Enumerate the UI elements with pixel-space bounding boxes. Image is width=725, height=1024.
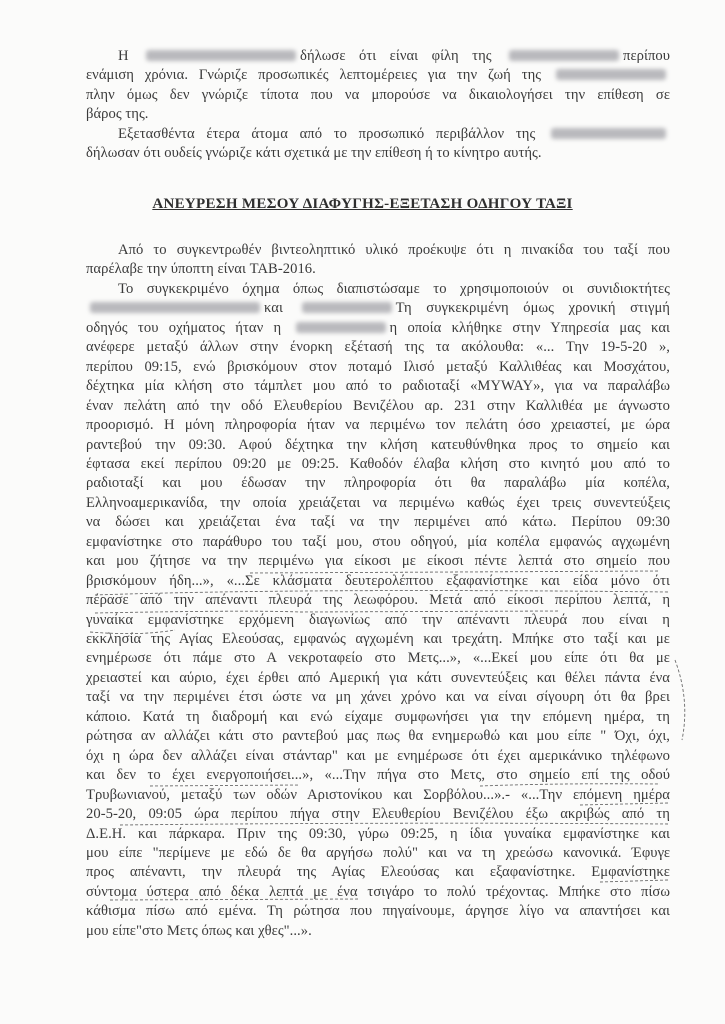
line-text: μου είπε "περίμενε με εδώ δε θα αργήσω πολύ" και να τη χρεώσω κανονικά. Έφυγε xyxy=(86,844,670,861)
line-text: Τη συγκεκριμένη όμως χρονική στιγμή xyxy=(395,300,670,317)
text-line xyxy=(86,611,670,629)
text-line xyxy=(86,902,670,920)
section-heading: ΑΝΕΥΡΕΣΗ ΜΕΣΟΥ ΔΙΑΦΥΓΗΣ-ΕΞΕΤΑΣΗ ΟΔΗΓΟΥ ΤΑΞΙ xyxy=(152,196,573,212)
text-line xyxy=(86,708,670,726)
text-line xyxy=(86,358,670,376)
line-text: κάθισμα πίσω από εμένα. Τη ρώτησα που πηγαίνουμε, άργησε λίγο να απαντήσει και xyxy=(86,903,670,920)
text-line xyxy=(86,105,670,123)
text-line xyxy=(86,397,670,415)
line-text: περίπου xyxy=(623,48,670,64)
text-line xyxy=(86,474,670,492)
text-line xyxy=(86,66,670,84)
line-text: έφτασα εκεί περίπου 09:20 με 09:25. Καθοδόν έλαβα κλήση στο κινητό μου από το xyxy=(86,455,670,472)
line-text: ταξί να την περιμένει έτσι ώστε να μη χάνει χρόνο και να είναι σίγουρη ότι θα βρει xyxy=(86,689,670,706)
line-text: σύντομα ύστερα από δέκα λεπτά με ένα τσιγάρο το πολύ τρέχοντας. Μπήκε στο πίσω xyxy=(86,883,670,900)
text-line xyxy=(86,863,670,881)
text-line xyxy=(86,241,670,259)
line-text: Το συγκεκριμένο όχημα όπως διαπιστώσαμε το χρησιμοποιούν οι συνιδιοκτήτες xyxy=(118,280,670,297)
line-text: ραντεβού την 09:30. Αφού δέχτηκα την κλήση κατευθύνθηκα προς το σημείο και xyxy=(86,436,670,453)
text-line xyxy=(86,572,670,590)
line-text: η οποία κλήθηκε στην Υπηρεσία μας και xyxy=(389,319,670,336)
line-text: 20-5-20, 09:05 ώρα περίπου πήγα στην Ελευθερίου Βενιζέλου έξω ακριβώς από τη xyxy=(86,806,670,823)
text-line xyxy=(86,144,670,162)
text-line xyxy=(86,630,670,648)
text-line xyxy=(86,747,670,765)
redacted-name xyxy=(90,302,260,313)
line-text: γυναίκα εμφανίστηκε ερχόμενη διαγωνίως από την απέναντι πλευρά που είναι η xyxy=(86,611,670,628)
redacted-name xyxy=(302,302,392,313)
text-line xyxy=(86,436,670,454)
line-text: εμφανίστηκε στο παράθυρο του ταξί μου, στου οδηγού, μία κοπέλα εμφανώς αγχωμένη xyxy=(86,533,670,550)
line-text: Από το συγκεντρωθέν βιντεοληπτικό υλικό προέκυψε ότι η πινακίδα του ταξί που xyxy=(118,242,670,258)
line-text: βάρος της. xyxy=(86,106,149,123)
text-line xyxy=(86,766,670,784)
line-text: ενημέρωσε ότι πάμε στο Α νεκροταφείο στο Μετς...», «...Εκεί μου είπε ότι θα με xyxy=(86,650,670,667)
line-text: έναν πελάτη από την οδό Ελευθερίου Βενιζέλου αρ. 231 στην Καλλιθέα με άγνωστο xyxy=(86,397,670,414)
text-line xyxy=(86,416,670,434)
line-text: πέρασε από την απέναντι πλευρά της λεωφόρου. Μετά από είκοσι περίπου λεπτά, η xyxy=(86,592,670,609)
text-line xyxy=(86,669,670,687)
line-text: ρώτησα αν αλλάζει κάτι στο ραντεβού μας πως θα ενημερωθώ και μου είπε " Όχι, όχι, xyxy=(86,728,670,745)
text-line xyxy=(86,825,670,843)
text-line xyxy=(86,688,670,706)
line-text: Η xyxy=(118,48,129,64)
line-text: Εξετασθέντα έτερα άτομα από το προσωπικό περιβάλλον της xyxy=(118,125,536,142)
line-text: ανέφερε μεταξύ άλλων στην ένορκη εξέτασή της τα ακόλουθα: «... Την 19-5-20 », xyxy=(86,339,670,356)
line-text: προορισμό. Η μόνη πληροφορία ήταν να περιμένω τον πελάτη όσο χρειαστεί, με ώρα xyxy=(86,417,670,434)
line-text: κάποιο. Κατά τη διαδρομή και ενώ είχαμε συμφωνήσει για την επόμενη ημέρα, τη xyxy=(86,708,670,725)
text-line xyxy=(86,649,670,667)
text-line xyxy=(86,786,670,804)
line-text: δήλωσε ότι είναι φίλη της xyxy=(300,48,492,64)
text-line xyxy=(86,533,670,551)
line-text: παρέλαβε την ύποπτη είναι TAB-2016. xyxy=(86,261,316,278)
text-line xyxy=(86,280,670,298)
pen-underline xyxy=(675,660,685,740)
line-text: και μου ζήτησε να την περιμένω για είκοσι με είκοσι πέντε λεπτά στο σημείο που xyxy=(86,553,670,570)
line-text: και xyxy=(264,300,283,317)
redacted-name xyxy=(551,128,666,139)
text-line xyxy=(86,260,670,278)
line-text: δέχτηκα μία κλήση στο τάμπλετ μου από το ραδιοταξί «MYWAY», για να παραλάβω xyxy=(86,378,670,395)
line-text: όχι η ώρα δεν αλλάζει είναι στάνταρ" και με ενημέρωσε ότι έχει αμερικάνικο τηλέφωνο xyxy=(86,747,670,764)
text-line xyxy=(86,319,670,337)
text-line xyxy=(86,494,670,512)
text-line xyxy=(86,377,670,395)
line-text: βρισκόμουν ήδη...», «...Σε κλάσματα δευτερολέπτου εξαφανίστηκε και είδα μόνο ότι xyxy=(86,572,670,589)
line-text: Δ.Ε.Η. και πάρκαρα. Πριν της 09:30, γύρω 09:25, η ίδια γυναίκα εμφανίστηκε και xyxy=(86,825,670,842)
text-line xyxy=(86,805,670,823)
text-line xyxy=(86,125,670,143)
text-line xyxy=(86,922,670,940)
line-text: προς απέναντι, την πλευρά της Αγίας Ελεούσας και εξαφανίστηκε. Εμφανίστηκε xyxy=(86,864,670,881)
line-text: δήλωσαν ότι ουδείς γνώριζε κάτι σχετικά με την επίθεση ή το κίνητρο αυτής. xyxy=(86,145,542,161)
text-line xyxy=(86,727,670,745)
redacted-name xyxy=(509,50,619,61)
line-text: Ελληνοαμερικανίδα, την οποία χρειάζεται να περιμένω καθώς έχει τρεις συνεντεύξεις xyxy=(86,494,670,511)
line-text: μου είπε"στο Μετς όπως και χθες"...». xyxy=(86,922,312,939)
line-text: ραδιοταξί και μου έδωσαν την πληροφορία ότι θα παραλάβω μία κοπέλα, xyxy=(86,475,670,492)
line-text: και δεν το έχει ενεργοποιήσει...», «...Την πήγα στο Μετς, στο σημείο επί της οδού xyxy=(86,767,670,784)
line-text: χρειαστεί και αύριο, έχει έρθει από Αμερική για κάτι συνεντεύξεις και θέλει πάντα ένα xyxy=(86,669,670,686)
text-line xyxy=(86,883,670,901)
line-text: οδηγός του οχήματος ήταν η xyxy=(86,319,282,336)
redacted-name xyxy=(296,322,386,333)
text-line xyxy=(86,86,670,104)
redacted-name xyxy=(146,50,296,61)
text-line xyxy=(86,844,670,862)
line-text: ενάμιση χρόνια. Γνώριζε προσωπικές λεπτομέρειες για την ζωή της xyxy=(86,67,542,84)
line-text: πλην όμως δεν γνώριζε τίποτα που να μπορούσε να δικαιολογήσει την επίθεση σε xyxy=(86,86,670,103)
text-line xyxy=(86,455,670,473)
text-line xyxy=(86,513,670,531)
line-text: Τρυβωνιανού, μεταξύ των οδών Αριστονίκου και Σορβόλου...».- «...Την επόμενη ημέρα xyxy=(86,786,670,803)
text-line xyxy=(86,552,670,570)
text-line xyxy=(86,338,670,356)
text-line xyxy=(86,591,670,609)
line-text: εκκλησία της Αγίας Ελεούσας, εμφανώς αγχωμένη και τρεχάτη. Μπήκε στο ταξί και με xyxy=(86,631,670,647)
text-line xyxy=(86,47,670,65)
redacted-name xyxy=(556,69,666,80)
line-text: να δώσει και χρειάζεται ένα ταξί να την περιμένει από κάτω. Περίπου 09:30 xyxy=(86,514,670,531)
text-line xyxy=(86,299,670,317)
line-text: περίπου 09:15, ενώ βρισκόμουν στον ποταμό Ιλισό μεταξύ Καλλιθέας και Μοσχάτου, xyxy=(86,358,670,375)
